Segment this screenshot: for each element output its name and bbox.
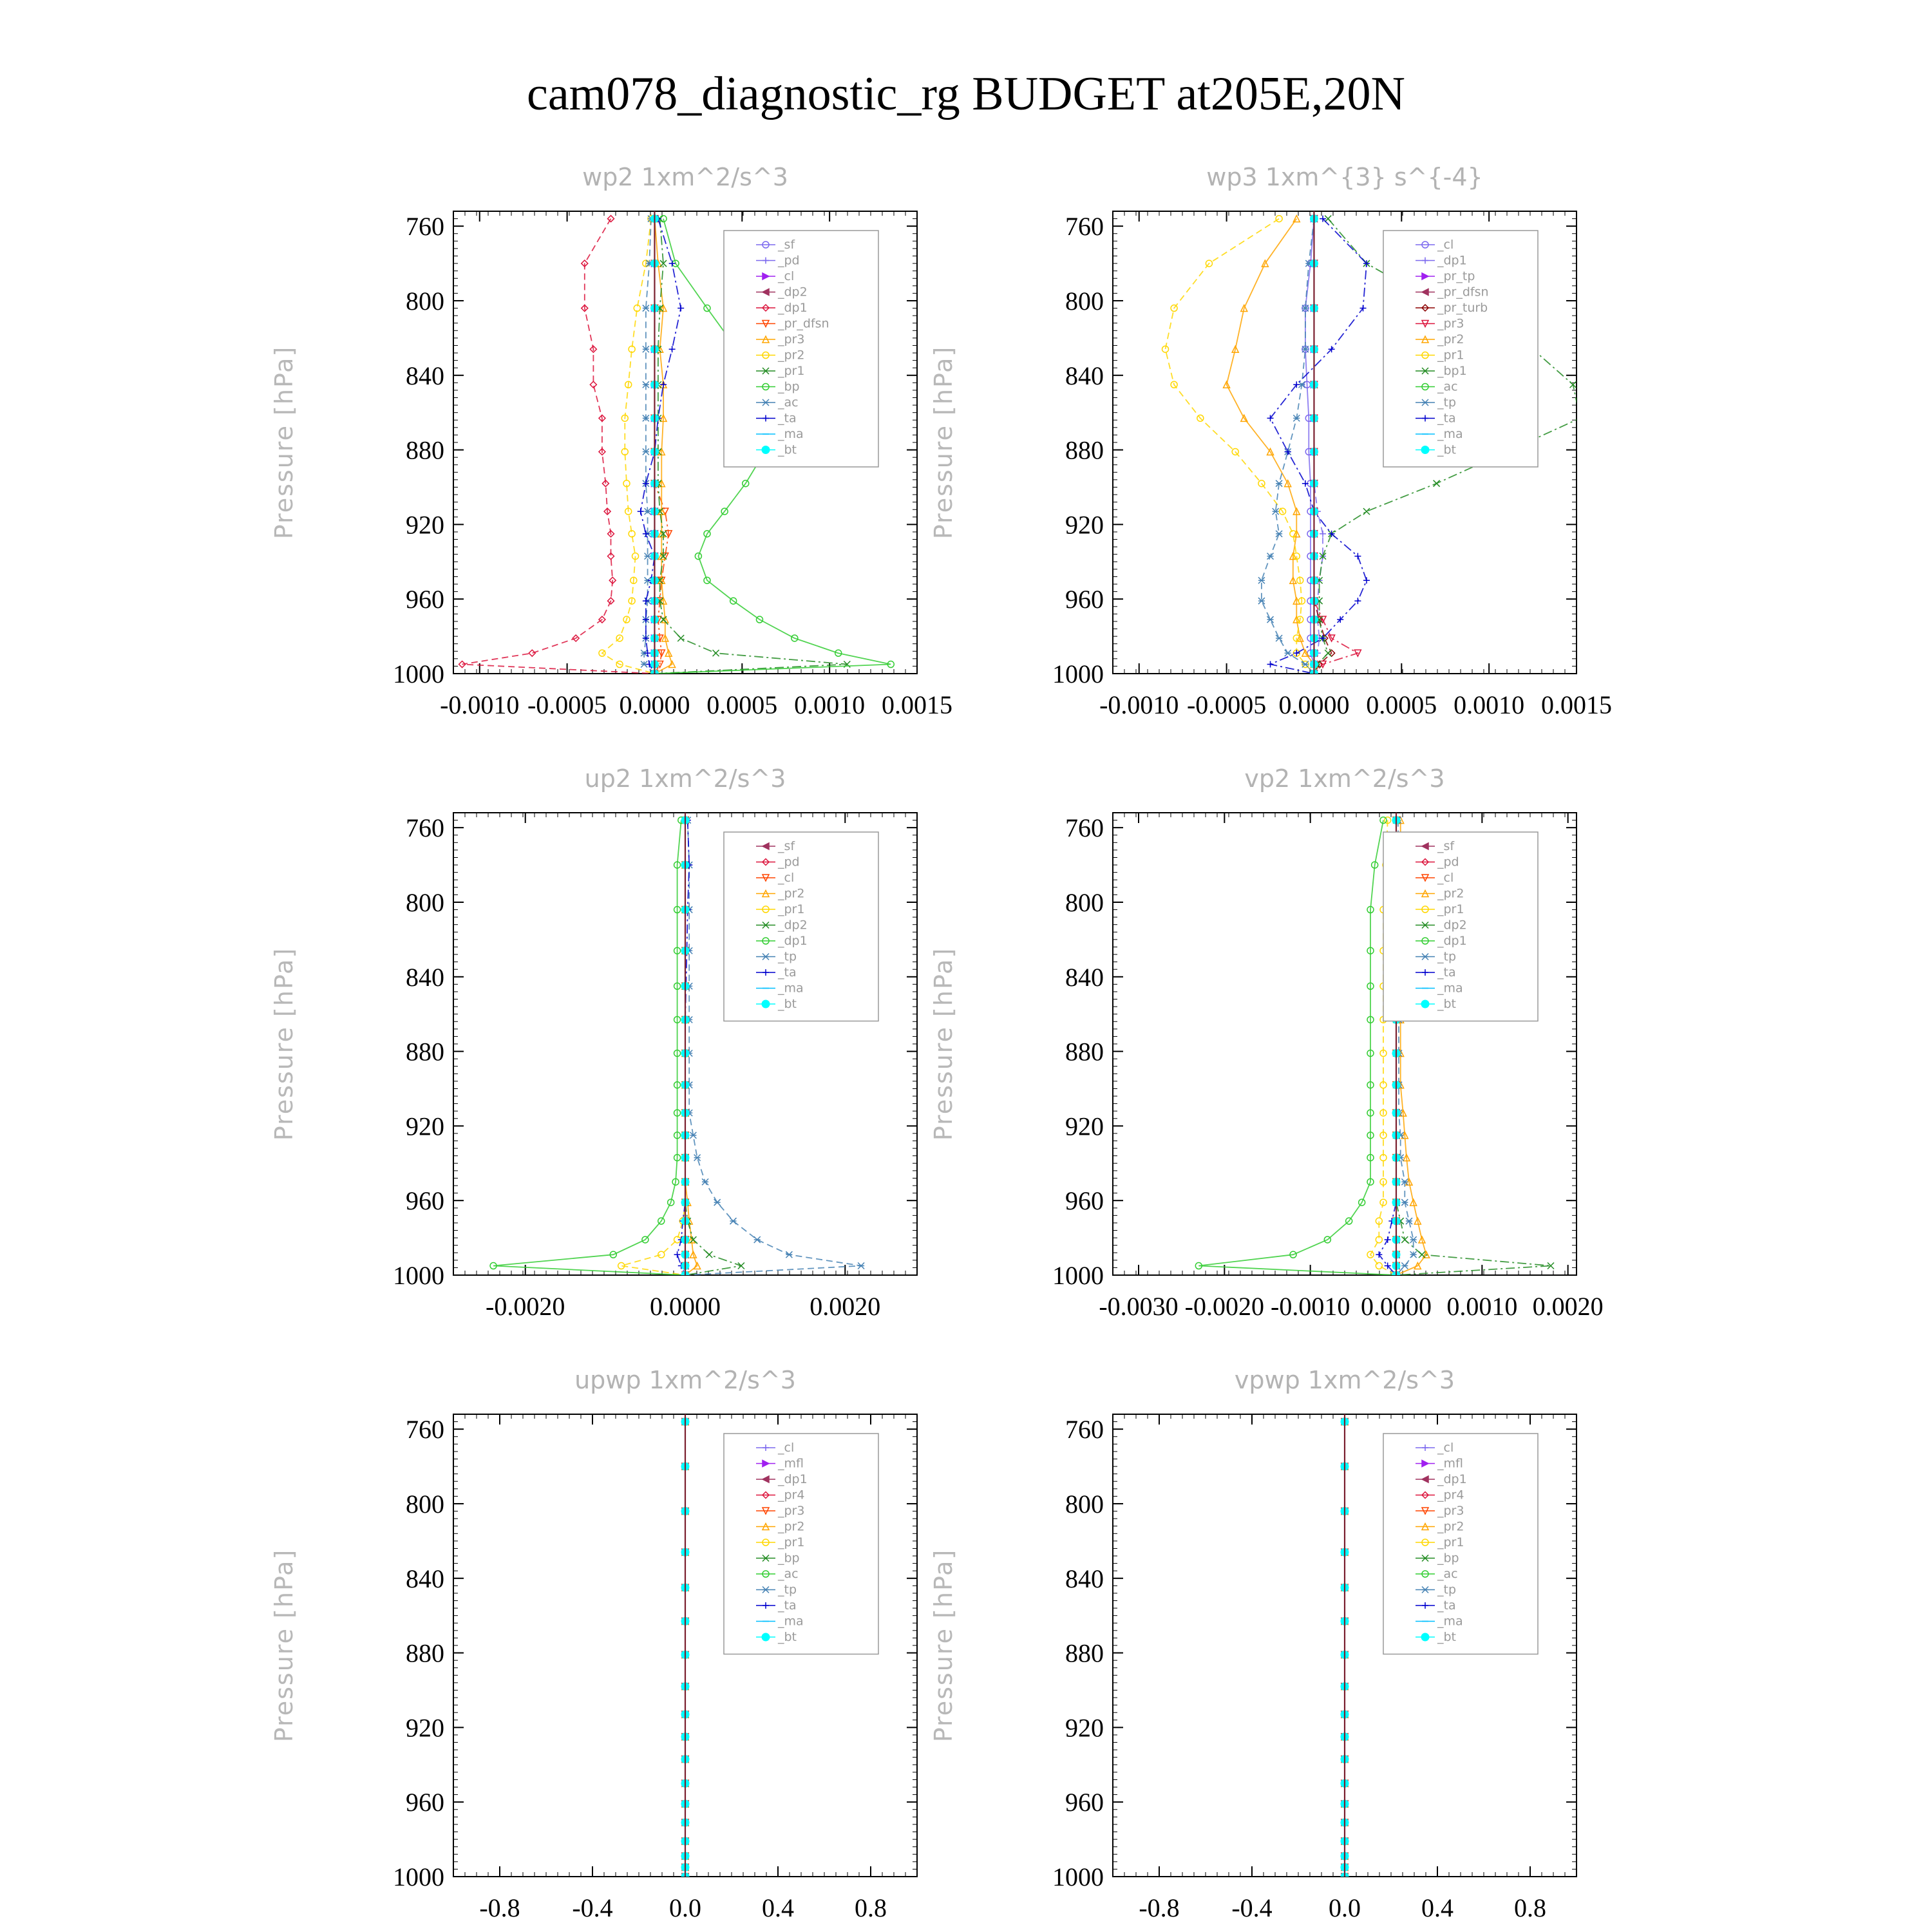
legend-label: _bt xyxy=(778,997,797,1011)
legend-label: _pr_dfsn xyxy=(778,316,829,331)
legend-label: _sf xyxy=(778,839,795,853)
legend xyxy=(724,231,878,467)
legend-marker xyxy=(1421,1000,1429,1008)
y-axis-label: Pressure [hPa] xyxy=(270,947,298,1141)
y-tick-label: 880 xyxy=(406,1638,444,1668)
y-tick-label: 880 xyxy=(1065,1638,1104,1668)
panel-title: wp2 1xm^2/s^3 xyxy=(582,163,788,191)
legend-label: _dp1 xyxy=(778,934,808,948)
legend-label: _pr3 xyxy=(778,332,805,346)
x-tick-label: 0.8 xyxy=(1514,1893,1546,1922)
legend-label: _pd xyxy=(778,855,800,869)
y-tick-label: 840 xyxy=(406,361,444,390)
legend-label: _bt xyxy=(778,442,797,457)
x-tick-label: 0.0020 xyxy=(1532,1292,1604,1321)
x-tick-label: 0.0000 xyxy=(650,1292,721,1321)
panel-title: vpwp 1xm^2/s^3 xyxy=(1234,1366,1455,1394)
legend-label: _cl xyxy=(778,871,795,885)
legend-label: _pr3 xyxy=(1437,1504,1464,1518)
x-tick-label: 0.4 xyxy=(1421,1893,1454,1922)
x-tick-label: -0.0010 xyxy=(1099,690,1179,719)
y-tick-label: 1000 xyxy=(1052,1862,1104,1891)
legend-label: _pr2 xyxy=(1437,1519,1464,1534)
legend-label: _ac xyxy=(778,1567,799,1581)
legend-label: _dp1 xyxy=(778,301,808,315)
legend-label: _pr2 xyxy=(1437,886,1464,901)
x-tick-label: -0.8 xyxy=(1139,1893,1180,1922)
legend-label: _ac xyxy=(1437,379,1458,394)
legend-label: _dp2 xyxy=(1437,918,1467,933)
x-tick-label: 0.0 xyxy=(1329,1893,1361,1922)
legend-label: _ac xyxy=(1437,1567,1458,1581)
legend-label: _pr_turb xyxy=(1437,301,1488,315)
legend-label: _ma xyxy=(1437,1614,1463,1629)
legend-marker xyxy=(1421,1633,1429,1641)
legend-label: _tp xyxy=(778,949,797,964)
legend-label: _tp xyxy=(1437,395,1457,410)
legend-label: _pd xyxy=(1437,855,1459,869)
legend-label: _sf xyxy=(1437,839,1455,853)
legend-label: _pr4 xyxy=(778,1488,805,1502)
y-tick-label: 880 xyxy=(406,435,444,465)
figure-title: cam078_diagnostic_rg BUDGET at205E,20N xyxy=(526,68,1406,120)
legend-label: _pr1 xyxy=(778,364,805,378)
y-tick-label: 960 xyxy=(1065,585,1104,614)
legend-label: _ma xyxy=(1437,981,1463,996)
y-tick-label: 760 xyxy=(406,212,444,242)
y-tick-label: 760 xyxy=(1065,212,1104,242)
legend-label: _bp1 xyxy=(1437,364,1467,378)
y-tick-label: 920 xyxy=(406,510,444,540)
x-tick-label: 0.0000 xyxy=(1361,1292,1432,1321)
legend-label: _tp xyxy=(1437,949,1457,964)
y-tick-label: 1000 xyxy=(393,1261,444,1290)
x-tick-label: 0.0005 xyxy=(1366,690,1437,719)
y-tick-label: 920 xyxy=(406,1713,444,1743)
legend-marker xyxy=(762,1000,770,1008)
legend-label: _ma xyxy=(778,1614,804,1629)
y-tick-label: 800 xyxy=(1065,1489,1104,1519)
legend-label: _ta xyxy=(1437,411,1456,426)
y-axis-label: Pressure [hPa] xyxy=(929,947,958,1141)
y-tick-label: 760 xyxy=(1065,1415,1104,1444)
panel-title: upwp 1xm^2/s^3 xyxy=(574,1366,796,1394)
y-axis-label: Pressure [hPa] xyxy=(929,345,958,540)
y-tick-label: 920 xyxy=(1065,1713,1104,1743)
y-tick-label: 960 xyxy=(1065,1788,1104,1817)
legend-label: _dp1 xyxy=(1437,253,1467,268)
legend-label: _pr2 xyxy=(1437,332,1464,346)
y-tick-label: 800 xyxy=(1065,286,1104,316)
x-tick-label: 0.0010 xyxy=(1454,690,1525,719)
legend-label: _ta xyxy=(778,411,797,426)
x-tick-label: -0.0005 xyxy=(527,690,607,719)
x-tick-label: 0.0000 xyxy=(1278,690,1350,719)
legend-label: _dp1 xyxy=(1437,1472,1467,1486)
legend-label: _pr1 xyxy=(778,902,805,916)
y-tick-label: 840 xyxy=(1065,1564,1104,1593)
legend-label: _ma xyxy=(778,427,804,441)
y-tick-label: 1000 xyxy=(393,1862,444,1891)
legend-label: _pr_dfsn xyxy=(1437,285,1489,299)
legend-label: _bp xyxy=(778,379,800,394)
legend-label: _bt xyxy=(1437,442,1457,457)
y-tick-label: 840 xyxy=(1065,962,1104,992)
legend-marker xyxy=(1421,446,1429,454)
legend-label: _pr_tp xyxy=(1437,269,1475,283)
legend-label: _pr2 xyxy=(778,886,805,901)
y-axis-label: Pressure [hPa] xyxy=(270,1548,298,1743)
y-tick-label: 1000 xyxy=(1052,659,1104,688)
legend-marker xyxy=(762,446,770,454)
x-tick-label: 0.0020 xyxy=(810,1292,881,1321)
x-tick-label: -0.0005 xyxy=(1186,690,1267,719)
y-tick-label: 800 xyxy=(406,1489,444,1519)
legend-label: _pr1 xyxy=(1437,348,1464,363)
legend-label: _pd xyxy=(778,253,800,268)
y-tick-label: 880 xyxy=(1065,1037,1104,1066)
legend-label: _mfl xyxy=(1437,1456,1463,1471)
y-tick-label: 960 xyxy=(406,1788,444,1817)
legend-label: _ac xyxy=(778,395,799,410)
legend-label: _cl xyxy=(1437,871,1454,885)
legend-label: _bp xyxy=(778,1551,800,1566)
legend-label: _ta xyxy=(1437,1598,1456,1613)
legend-label: _dp1 xyxy=(778,1472,808,1486)
x-tick-label: -0.4 xyxy=(1231,1893,1273,1922)
legend-label: _dp2 xyxy=(778,918,808,933)
legend-label: _pr2 xyxy=(778,1519,805,1534)
x-tick-label: 0.0000 xyxy=(619,690,690,719)
legend-label: _dp2 xyxy=(778,285,808,299)
y-tick-label: 760 xyxy=(1065,813,1104,843)
x-tick-label: -0.4 xyxy=(572,1893,613,1922)
legend-label: _tp xyxy=(778,1582,797,1597)
legend-label: _mfl xyxy=(778,1456,804,1471)
legend-label: _bt xyxy=(778,1630,797,1644)
y-axis-label: Pressure [hPa] xyxy=(270,345,298,540)
x-tick-label: -0.8 xyxy=(479,1893,520,1922)
legend-label: _cl xyxy=(778,269,795,283)
x-tick-label: 0.0010 xyxy=(1446,1292,1518,1321)
legend-label: _ta xyxy=(1437,965,1456,980)
x-tick-label: -0.0010 xyxy=(440,690,520,719)
legend-label: _pr2 xyxy=(778,348,805,363)
x-tick-label: 0.0015 xyxy=(1541,690,1612,719)
x-tick-label: 0.4 xyxy=(762,1893,794,1922)
y-tick-label: 840 xyxy=(406,1564,444,1593)
panel-title: wp3 1xm^{3} s^{-4} xyxy=(1206,163,1483,191)
y-tick-label: 800 xyxy=(406,887,444,917)
legend xyxy=(1383,1434,1538,1654)
legend-label: _pr4 xyxy=(1437,1488,1464,1502)
y-tick-label: 1000 xyxy=(393,659,444,688)
y-tick-label: 920 xyxy=(1065,1112,1104,1141)
legend-label: _pr1 xyxy=(778,1535,805,1549)
y-tick-label: 800 xyxy=(1065,887,1104,917)
y-tick-label: 760 xyxy=(406,1415,444,1444)
y-tick-label: 920 xyxy=(406,1112,444,1141)
panel-title: up2 1xm^2/s^3 xyxy=(584,764,786,793)
legend-label: _pr1 xyxy=(1437,1535,1464,1549)
legend-label: _ma xyxy=(778,981,804,996)
y-tick-label: 760 xyxy=(406,813,444,843)
x-tick-label: 0.0005 xyxy=(706,690,778,719)
legend-label: _pr1 xyxy=(1437,902,1464,916)
y-tick-label: 960 xyxy=(1065,1186,1104,1216)
y-tick-label: 840 xyxy=(1065,361,1104,390)
legend-label: _cl xyxy=(778,1441,795,1455)
legend-marker xyxy=(762,1633,770,1641)
panel-title: vp2 1xm^2/s^3 xyxy=(1244,764,1445,793)
legend-label: _bt xyxy=(1437,997,1457,1011)
legend-label: _ta xyxy=(778,1598,797,1613)
y-tick-label: 920 xyxy=(1065,510,1104,540)
legend xyxy=(724,832,878,1021)
y-tick-label: 1000 xyxy=(1052,1261,1104,1290)
legend-label: _cl xyxy=(1437,238,1454,252)
legend xyxy=(724,1434,878,1654)
legend xyxy=(1383,231,1538,467)
x-tick-label: 0.0 xyxy=(669,1893,701,1922)
legend-label: _bt xyxy=(1437,1630,1457,1644)
x-tick-label: -0.0030 xyxy=(1099,1292,1179,1321)
legend-label: _tp xyxy=(1437,1582,1457,1597)
x-tick-label: 0.8 xyxy=(855,1893,887,1922)
legend-label: _pr3 xyxy=(778,1504,805,1518)
y-tick-label: 960 xyxy=(406,585,444,614)
legend xyxy=(1383,832,1538,1021)
y-tick-label: 960 xyxy=(406,1186,444,1216)
x-tick-label: -0.0020 xyxy=(1184,1292,1264,1321)
legend-label: _pr3 xyxy=(1437,316,1464,331)
y-tick-label: 880 xyxy=(1065,435,1104,465)
legend-label: _ma xyxy=(1437,427,1463,441)
x-tick-label: 0.0015 xyxy=(882,690,952,719)
x-tick-label: 0.0010 xyxy=(794,690,866,719)
legend-label: _dp1 xyxy=(1437,934,1467,948)
x-tick-label: -0.0020 xyxy=(486,1292,565,1321)
x-tick-label: -0.0010 xyxy=(1271,1292,1350,1321)
legend-label: _ta xyxy=(778,965,797,980)
legend-label: _cl xyxy=(1437,1441,1454,1455)
y-tick-label: 800 xyxy=(406,286,444,316)
y-tick-label: 880 xyxy=(406,1037,444,1066)
legend-label: _bp xyxy=(1437,1551,1459,1566)
legend-label: _sf xyxy=(778,238,795,252)
y-tick-label: 840 xyxy=(406,962,444,992)
y-axis-label: Pressure [hPa] xyxy=(929,1548,958,1743)
